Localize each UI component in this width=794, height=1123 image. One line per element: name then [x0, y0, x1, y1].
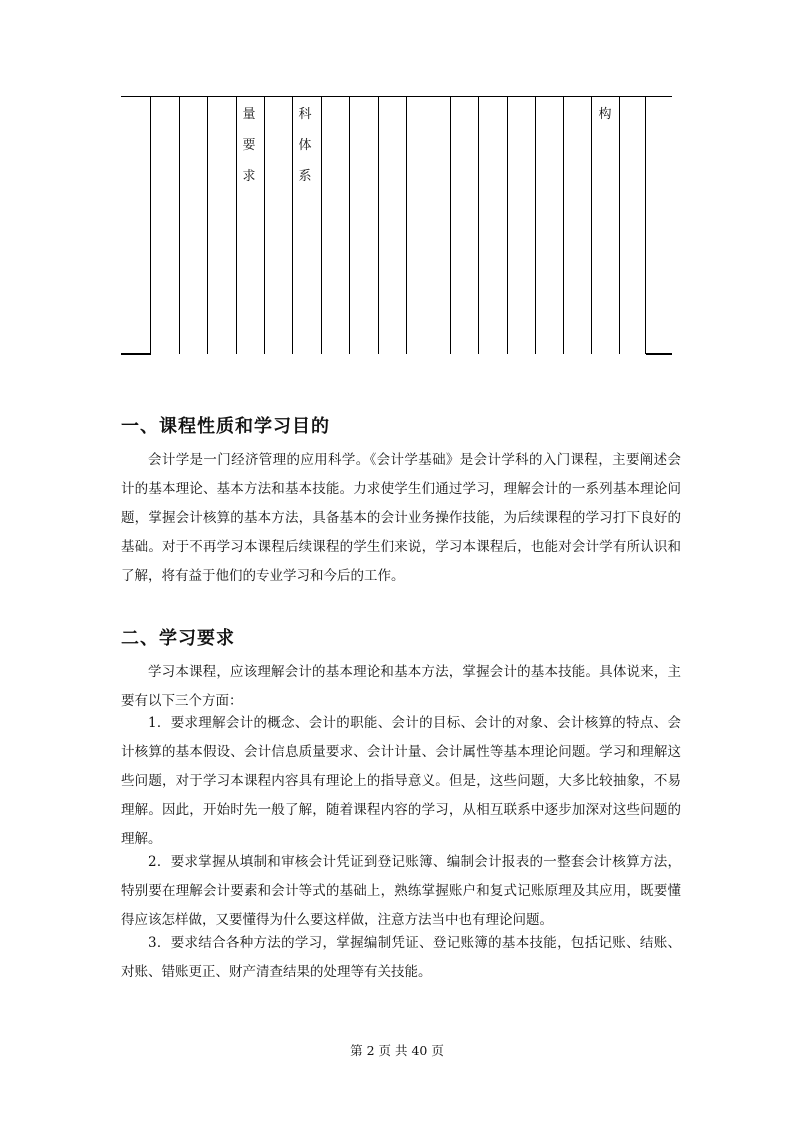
table-column-divider — [591, 96, 592, 354]
table-column-divider — [563, 96, 564, 354]
table-column-divider — [264, 96, 265, 354]
paragraph: 会计学是一门经济管理的应用科学。《会计学基础》是会计学科的入门课程，主要阐述会计的基本理论、基本方法和基本技能。力求使学生们通过学习，理解会计的一系列基本理论问题，掌握会计核算的基本方法，具备基本的会计业务操作技能，为后续课程的学习打下良好的基础。对于不再学习本课程后续课程的学生们来说，学习本课程后，也能对会计学有所认识和了解，将有益于他们的专业学习和今后的工作。 — [121, 452, 681, 584]
cell-char: 求 — [242, 169, 256, 184]
table-column-divider — [236, 96, 237, 354]
cell-char: 体 — [298, 138, 312, 153]
table-column-divider — [619, 96, 620, 354]
table-column-divider — [507, 96, 508, 354]
cell-char: 构 — [598, 107, 612, 122]
paragraph: 学习本课程，应该理解会计的基本理论和基本方法，掌握会计的基本技能。具体说来，主要有以下三个方面： — [121, 664, 681, 709]
section-heading: 一、课程性质和学习目的 — [121, 416, 330, 437]
table-bottom-border-right — [646, 353, 672, 355]
table-cell-vertical-text — [239, 99, 259, 192]
table-column-divider — [207, 96, 208, 354]
table-cell-vertical-text — [295, 99, 315, 192]
table-column-divider — [478, 96, 479, 354]
list-item: 3．要求结合各种方法的学习，掌握编制凭证、登记账簿的基本技能，包括记账、结账、对账、错账更正、财产清查结果的处理等有关技能。 — [121, 935, 681, 980]
table-column-divider — [645, 96, 646, 354]
table-top-border — [121, 96, 672, 97]
page-footer: 第 2 页 共 40 页 — [350, 1043, 444, 1058]
cell-char: 系 — [298, 169, 312, 184]
table-column-divider — [292, 96, 293, 354]
table-bottom-border-left — [121, 353, 151, 355]
table-column-divider — [179, 96, 180, 354]
list-item: 1．要求理解会计的概念、会计的职能、会计的目标、会计的对象、会计核算的特点、会计核算的基本假设、会计信息质量要求、会计计量、会计属性等基本理论问题。学习和理解这些问题，对于学习本课程内容具有理论上的指导意义。但是，这些问题，大多比较抽象，不易理解。因此，开始时先一般了解，随着课程内容的学习，从相互联系中逐步加深对这些问题的理解。 — [121, 715, 681, 847]
table-column-divider — [535, 96, 536, 354]
list-item: 2．要求掌握从填制和审核会计凭证到登记账簿、编制会计报表的一整套会计核算方法，特别要在理解会计要素和会计等式的基础上，熟练掌握账户和复式记账原理及其应用，既要懂得应该怎样做，又要懂得为什么要这样做，注意方法当中也有理论问题。 — [121, 854, 681, 928]
section-heading: 二、学习要求 — [121, 628, 235, 649]
table-cell-vertical-text — [595, 99, 615, 130]
table-column-divider — [321, 96, 322, 354]
table-column-divider — [150, 96, 151, 354]
table-column-divider — [349, 96, 350, 354]
table-column-divider — [450, 96, 451, 354]
cell-char: 科 — [298, 107, 312, 122]
cell-char: 要 — [242, 138, 256, 153]
cell-char: 量 — [242, 107, 256, 122]
continued-table — [0, 0, 794, 360]
table-column-divider — [406, 96, 407, 354]
table-column-divider — [378, 96, 379, 354]
